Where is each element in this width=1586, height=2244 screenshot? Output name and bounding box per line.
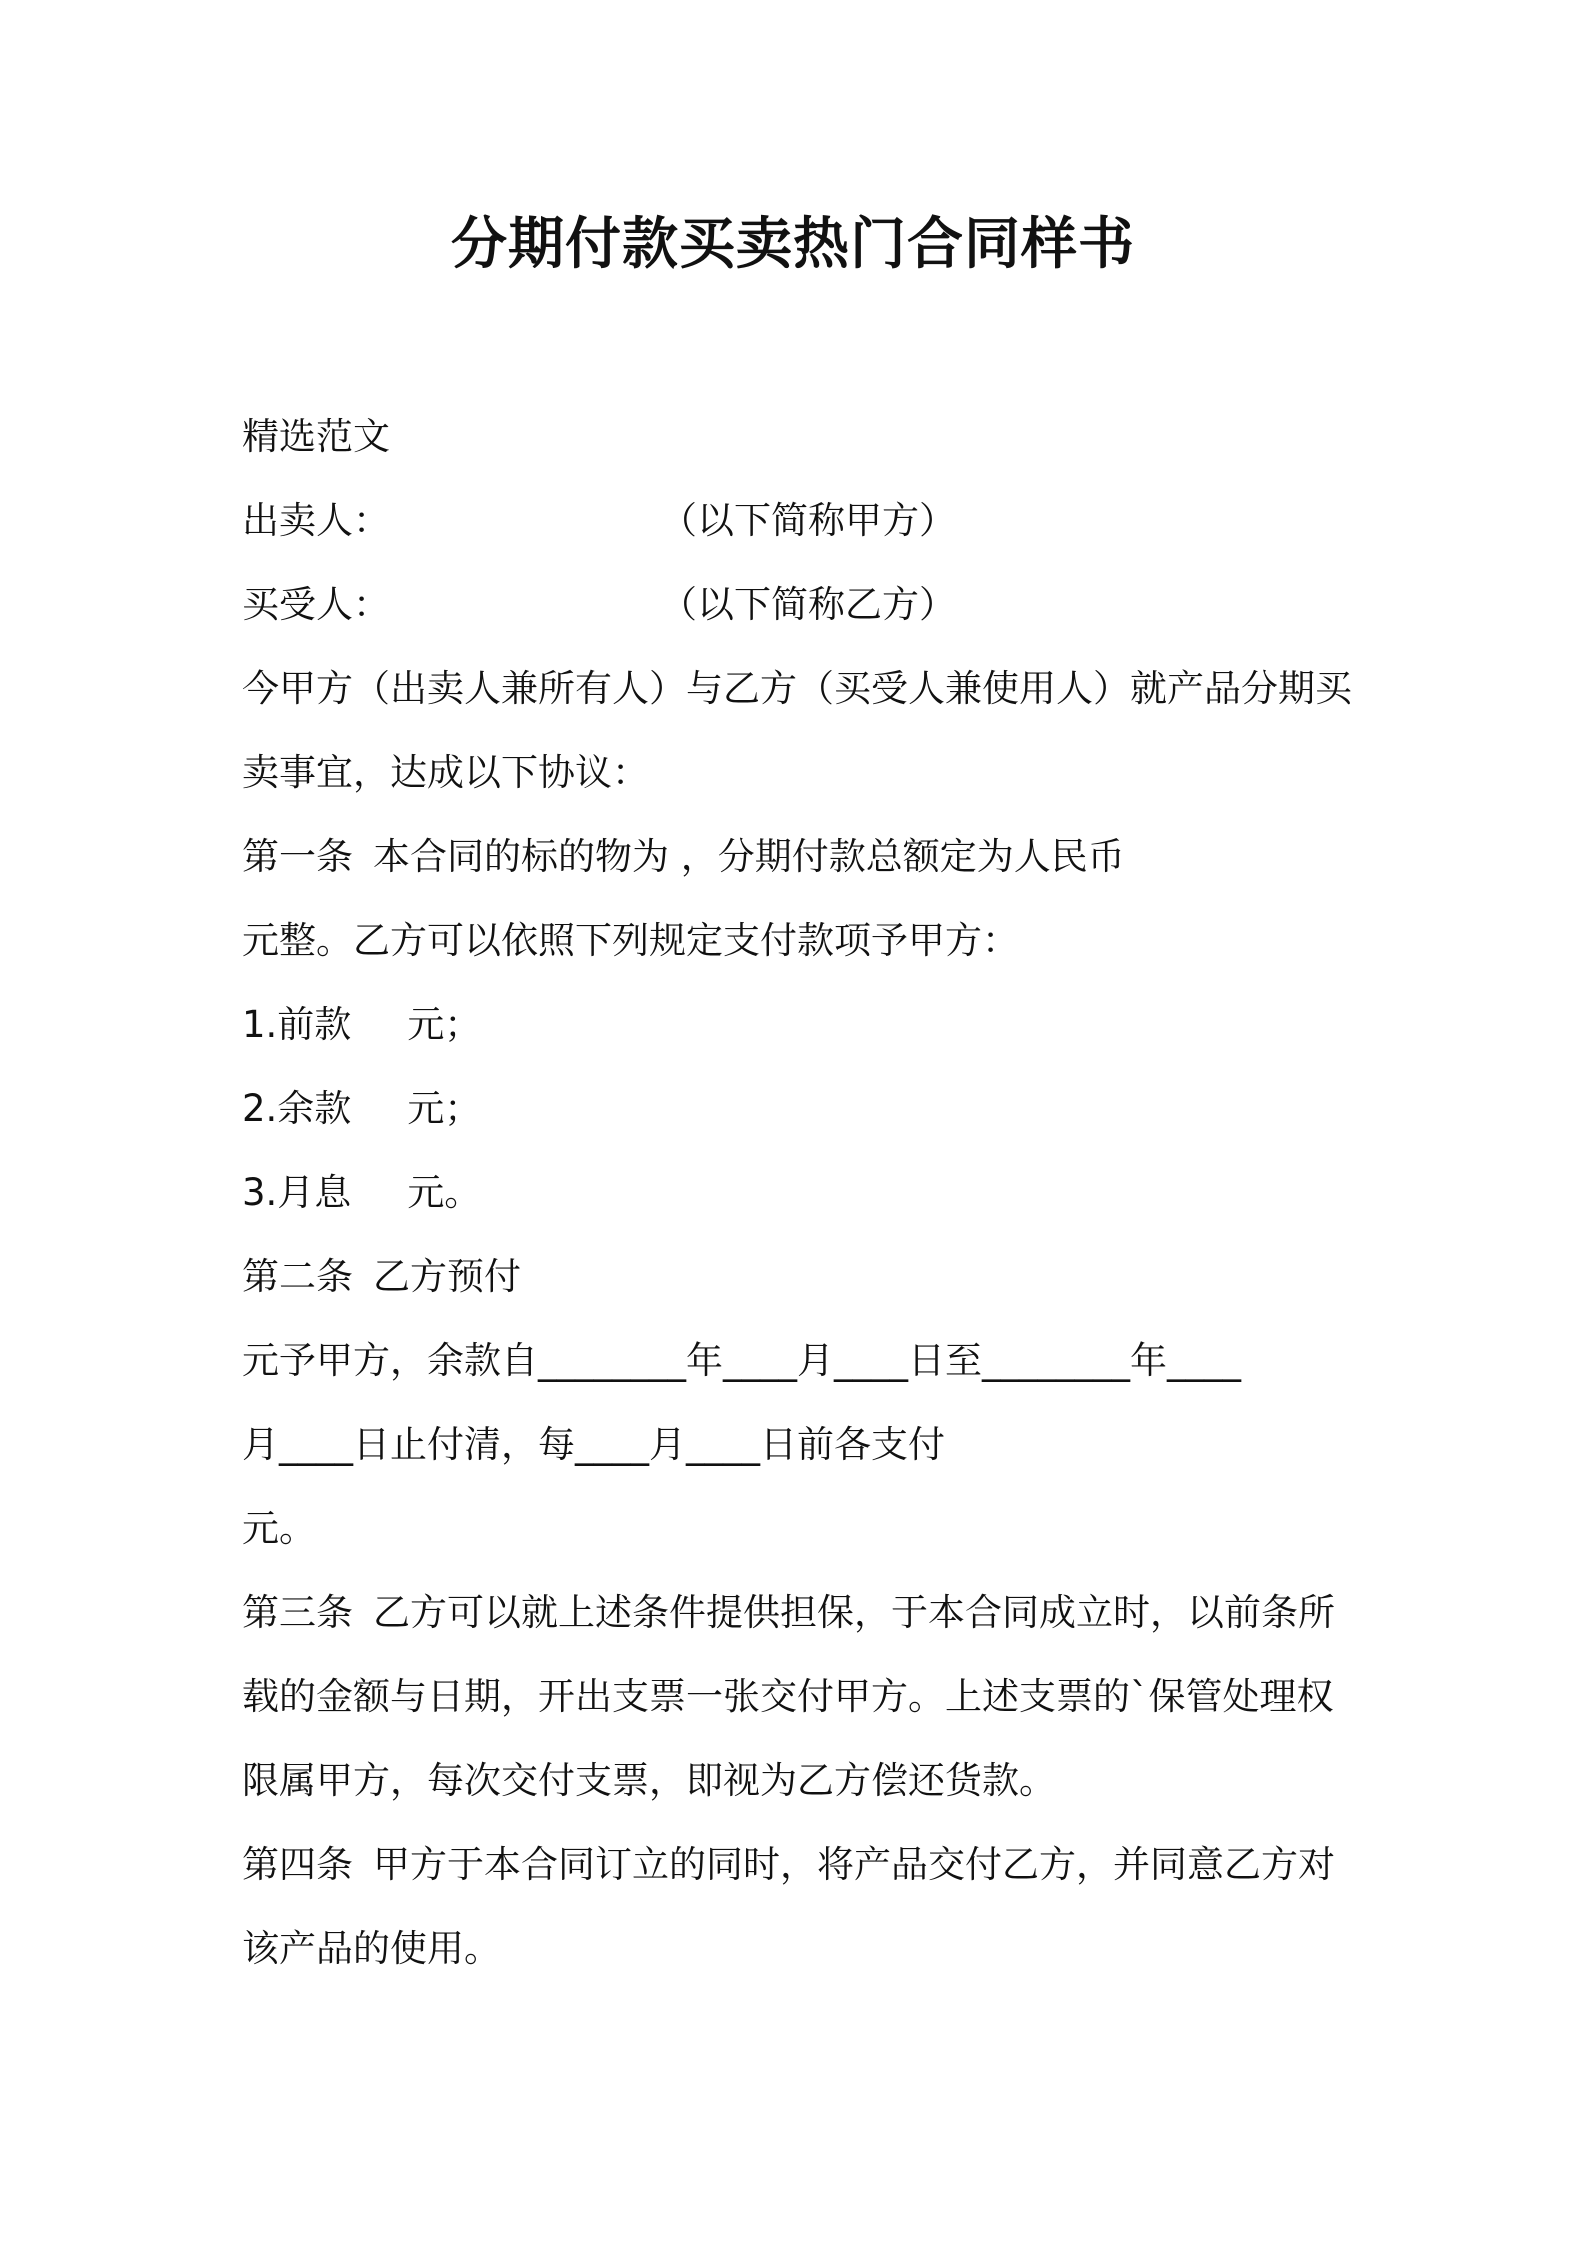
intro-line-2: 卖事宜，达成以下协议： [242,751,649,794]
article-2-line-3: 月____日止付清，每____月____日前各支付 [242,1423,945,1466]
seller-line [242,496,956,546]
article-2-line-1 [242,1252,521,1302]
article-1-text: 本合同的标的物为 ，分期付款总额定为人民币 [373,835,1125,878]
seller-label: 出卖人： [242,499,390,542]
article-2-text: 乙方预付 [373,1255,521,1298]
article-3-line-1 [242,1588,1335,1638]
subtitle-selected-sample: 精选范文 [242,415,390,458]
item-balance-unit: 元； [407,1087,482,1130]
article-2-line-2: 元予甲方，余款自________年____月____日至________年____ [242,1339,1241,1382]
item-monthly-interest-label: 3.月息 [242,1171,352,1214]
document-title: 分期付款买卖热门合同样书 [451,212,1135,277]
seller-note: （以下简称甲方） [660,499,956,542]
item-down-payment-unit: 元； [407,1003,482,1046]
article-3-text: 乙方可以就上述条件提供担保，于本合同成立时，以前条所 [373,1591,1335,1634]
buyer-line [242,580,956,630]
article-2-line-4: 元。 [242,1507,316,1550]
article-1-heading: 第一条 [242,835,353,878]
item-down-payment-label: 1.前款 [242,1003,352,1046]
article-3-line-2: 载的金额与日期，开出支票一张交付甲方。上述支票的`保管处理权 [242,1675,1334,1718]
article-4-line-2: 该产品的使用。 [242,1927,501,1970]
article-1-line-1 [242,832,1125,882]
article-4-text: 甲方于本合同订立的同时，将产品交付乙方，并同意乙方对 [373,1843,1335,1886]
buyer-label: 买受人： [242,583,390,626]
item-monthly-interest-unit: 元。 [407,1171,482,1214]
article-2-heading: 第二条 [242,1255,353,1298]
item-monthly-interest [242,1168,481,1218]
article-1-line-2: 元整。乙方可以依照下列规定支付款项予甲方： [242,919,1019,962]
item-down-payment [242,1000,481,1050]
item-balance-label: 2.余款 [242,1087,352,1130]
article-3-heading: 第三条 [242,1591,353,1634]
article-4-line-1 [242,1840,1335,1890]
article-3-line-3: 限属甲方，每次交付支票，即视为乙方偿还货款。 [242,1759,1056,1802]
buyer-note: （以下简称乙方） [660,583,956,626]
intro-line-1: 今甲方（出卖人兼所有人）与乙方（买受人兼使用人）就产品分期买 [242,667,1352,710]
article-4-heading: 第四条 [242,1843,353,1886]
item-balance [242,1084,481,1134]
